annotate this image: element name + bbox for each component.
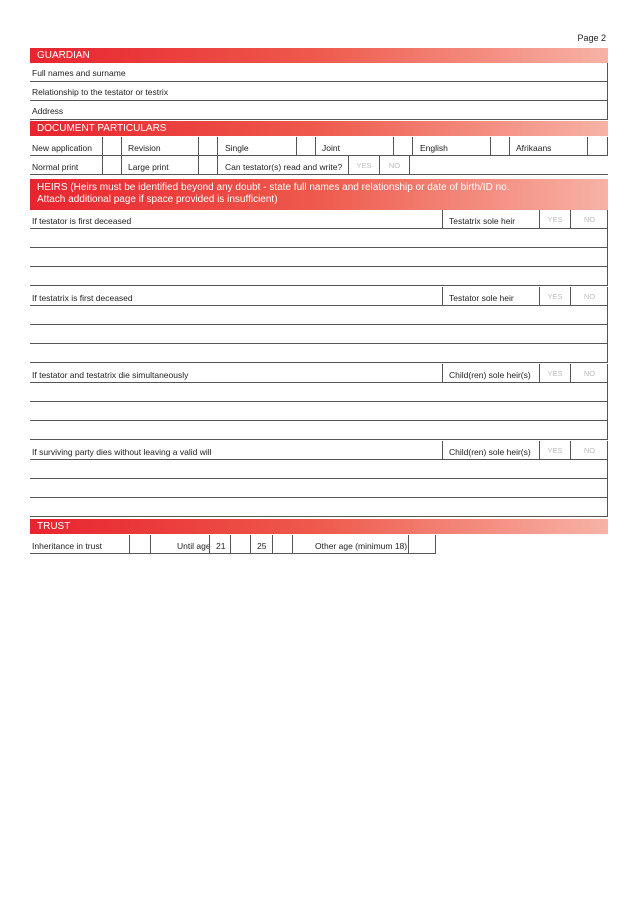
heir-details-line[interactable] bbox=[30, 344, 608, 363]
heir-details-line[interactable] bbox=[30, 460, 608, 479]
inheritance-in-trust-checkbox[interactable] bbox=[129, 535, 151, 554]
heir-section-row bbox=[30, 287, 608, 306]
heir-details-line[interactable] bbox=[30, 402, 608, 421]
heir-no-option[interactable]: NO bbox=[583, 446, 596, 455]
age-25-checkbox[interactable] bbox=[273, 535, 293, 554]
heir-details-line[interactable] bbox=[30, 421, 608, 440]
large-print-label: Large print bbox=[128, 162, 169, 172]
heirs-header-line1: HEIRS (Heirs must be identified beyond any doubt - state full names and relationship or date of birth/ID no. bbox=[37, 182, 510, 193]
heirs-header bbox=[30, 179, 608, 210]
new-application-label: New application bbox=[32, 143, 93, 153]
heir-section-label: If testatrix is first deceased bbox=[32, 293, 133, 303]
heir-section-label: If testator and testatrix die simultaneously bbox=[32, 370, 189, 380]
read-write-yes-option[interactable]: YES bbox=[348, 156, 380, 175]
guardian-full-names-label: Full names and surname bbox=[32, 68, 126, 78]
heir-yes-option[interactable]: YES bbox=[539, 364, 571, 383]
guardian-relationship-label: Relationship to the testator or testrix bbox=[32, 87, 169, 97]
large-print-checkbox[interactable] bbox=[198, 156, 218, 175]
heir-section-label: If surviving party dies without leaving a valid will bbox=[32, 447, 212, 457]
heir-details-line[interactable] bbox=[30, 229, 608, 248]
heir-section-question: Testatrix sole heir bbox=[449, 216, 516, 226]
heir-details-line[interactable] bbox=[30, 498, 608, 517]
normal-print-checkbox[interactable] bbox=[102, 156, 122, 175]
afrikaans-checkbox[interactable] bbox=[587, 137, 608, 156]
trust-header: TRUST bbox=[30, 519, 608, 534]
normal-print-label: Normal print bbox=[32, 162, 79, 172]
age-21-checkbox[interactable] bbox=[231, 535, 251, 554]
age-25-option[interactable]: 25 bbox=[251, 535, 273, 554]
read-write-label: Can testator(s) read and write? bbox=[225, 162, 343, 172]
heir-details-line[interactable] bbox=[30, 479, 608, 498]
new-application-checkbox[interactable] bbox=[102, 137, 122, 156]
heir-details-line[interactable] bbox=[30, 325, 608, 344]
joint-checkbox[interactable] bbox=[393, 137, 413, 156]
heir-yes-option[interactable]: YES bbox=[539, 287, 571, 306]
single-label: Single bbox=[225, 143, 249, 153]
guardian-full-names-field[interactable] bbox=[30, 63, 608, 82]
heir-details-line[interactable] bbox=[30, 383, 608, 402]
heir-no-option[interactable]: NO bbox=[583, 292, 596, 301]
heir-section-question: Testator sole heir bbox=[449, 293, 514, 303]
english-label: English bbox=[420, 143, 448, 153]
trust-row bbox=[30, 535, 436, 554]
other-age-label: Other age (minimum 18) bbox=[315, 541, 408, 551]
heir-details-line[interactable] bbox=[30, 248, 608, 267]
joint-label: Joint bbox=[322, 143, 340, 153]
heir-section-question: Child(ren) sole heir(s) bbox=[449, 370, 531, 380]
inheritance-in-trust-label: Inheritance in trust bbox=[32, 541, 102, 551]
heir-section-question: Child(ren) sole heir(s) bbox=[449, 447, 531, 457]
read-write-no-option[interactable]: NO bbox=[380, 156, 410, 175]
heir-details-line[interactable] bbox=[30, 306, 608, 325]
age-21-option[interactable]: 21 bbox=[209, 535, 231, 554]
other-age-field[interactable] bbox=[408, 535, 436, 554]
heir-details-line[interactable] bbox=[30, 267, 608, 286]
single-checkbox[interactable] bbox=[296, 137, 316, 156]
heir-section-row bbox=[30, 210, 608, 229]
guardian-address-label: Address bbox=[32, 106, 64, 116]
heir-section-row bbox=[30, 364, 608, 383]
heir-yes-option[interactable]: YES bbox=[539, 210, 571, 229]
guardian-address-field[interactable] bbox=[30, 101, 608, 120]
english-checkbox[interactable] bbox=[490, 137, 510, 156]
revision-checkbox[interactable] bbox=[198, 137, 218, 156]
document-particulars-header: DOCUMENT PARTICULARS bbox=[30, 121, 608, 136]
document-type-row bbox=[30, 137, 608, 156]
guardian-header: GUARDIAN bbox=[30, 48, 608, 63]
guardian-relationship-field[interactable] bbox=[30, 82, 608, 101]
heir-no-option[interactable]: NO bbox=[583, 369, 596, 378]
heir-section-row bbox=[30, 441, 608, 460]
until-age-label: Until age bbox=[177, 541, 211, 551]
heir-no-option[interactable]: NO bbox=[583, 215, 596, 224]
heir-section-label: If testator is first deceased bbox=[32, 216, 132, 226]
afrikaans-label: Afrikaans bbox=[516, 143, 552, 153]
heir-yes-option[interactable]: YES bbox=[539, 441, 571, 460]
print-options-row bbox=[30, 156, 608, 175]
page-number: Page 2 bbox=[577, 33, 606, 43]
heirs-header-line2: Attach additional page if space provided is insufficient) bbox=[37, 194, 278, 205]
revision-label: Revision bbox=[128, 143, 161, 153]
